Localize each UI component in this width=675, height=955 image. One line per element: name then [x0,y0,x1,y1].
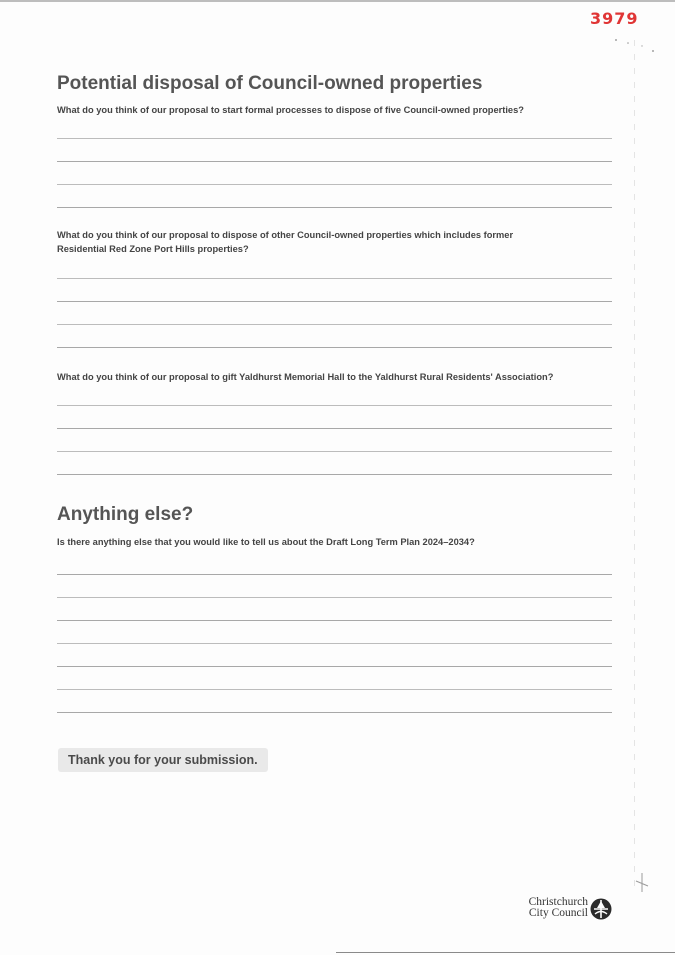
question-1: What do you think of our proposal to start formal processes to dispose of five Council-owned properties? [57,105,524,115]
logo-text [529,897,588,919]
answer-line[interactable] [57,347,612,348]
answer-line[interactable] [57,161,612,162]
answer-line[interactable] [57,207,612,208]
scan-edge-right [634,40,635,890]
answer-line[interactable] [57,689,612,690]
pen-mark [634,872,650,894]
scan-specks [612,36,662,56]
answer-line[interactable] [57,574,612,575]
answer-line[interactable] [57,405,612,406]
logo-line-2: City Council [528,907,588,919]
section-heading-disposal: Potential disposal of Council-owned properties [57,73,483,94]
council-logo [516,897,616,927]
answer-line[interactable] [57,666,612,667]
answer-line[interactable] [57,184,612,185]
answer-line[interactable] [57,474,612,475]
cathedral-logo-icon [590,898,612,920]
answer-line[interactable] [57,712,612,713]
answer-line[interactable] [57,643,612,644]
answer-line[interactable] [57,597,612,598]
question-anything-else: Is there anything else that you would like to tell us about the Draft Long Term Plan 2024–2034? [57,537,475,547]
answer-line[interactable] [57,138,612,139]
question-3: What do you think of our proposal to gift Yaldhurst Memorial Hall to the Yaldhurst Rural Residents' Association? [57,372,554,382]
scan-edge-bottom [336,952,675,953]
scan-edge-top [0,0,675,2]
logo-line-1: Christchurch [528,896,588,908]
answer-line[interactable] [57,451,612,452]
section-heading-anything-else: Anything else? [57,504,194,525]
answer-line[interactable] [57,620,612,621]
page-number-stamp: 3979 [590,9,639,28]
answer-line[interactable] [57,278,612,279]
answer-line[interactable] [57,428,612,429]
thank-you-banner: Thank you for your submission. [58,748,268,772]
answer-line[interactable] [57,301,612,302]
question-2: What do you think of our proposal to dispose of other Council-owned properties which includes former Residential Red Zone Port Hills properties? [57,230,514,254]
answer-line[interactable] [57,324,612,325]
